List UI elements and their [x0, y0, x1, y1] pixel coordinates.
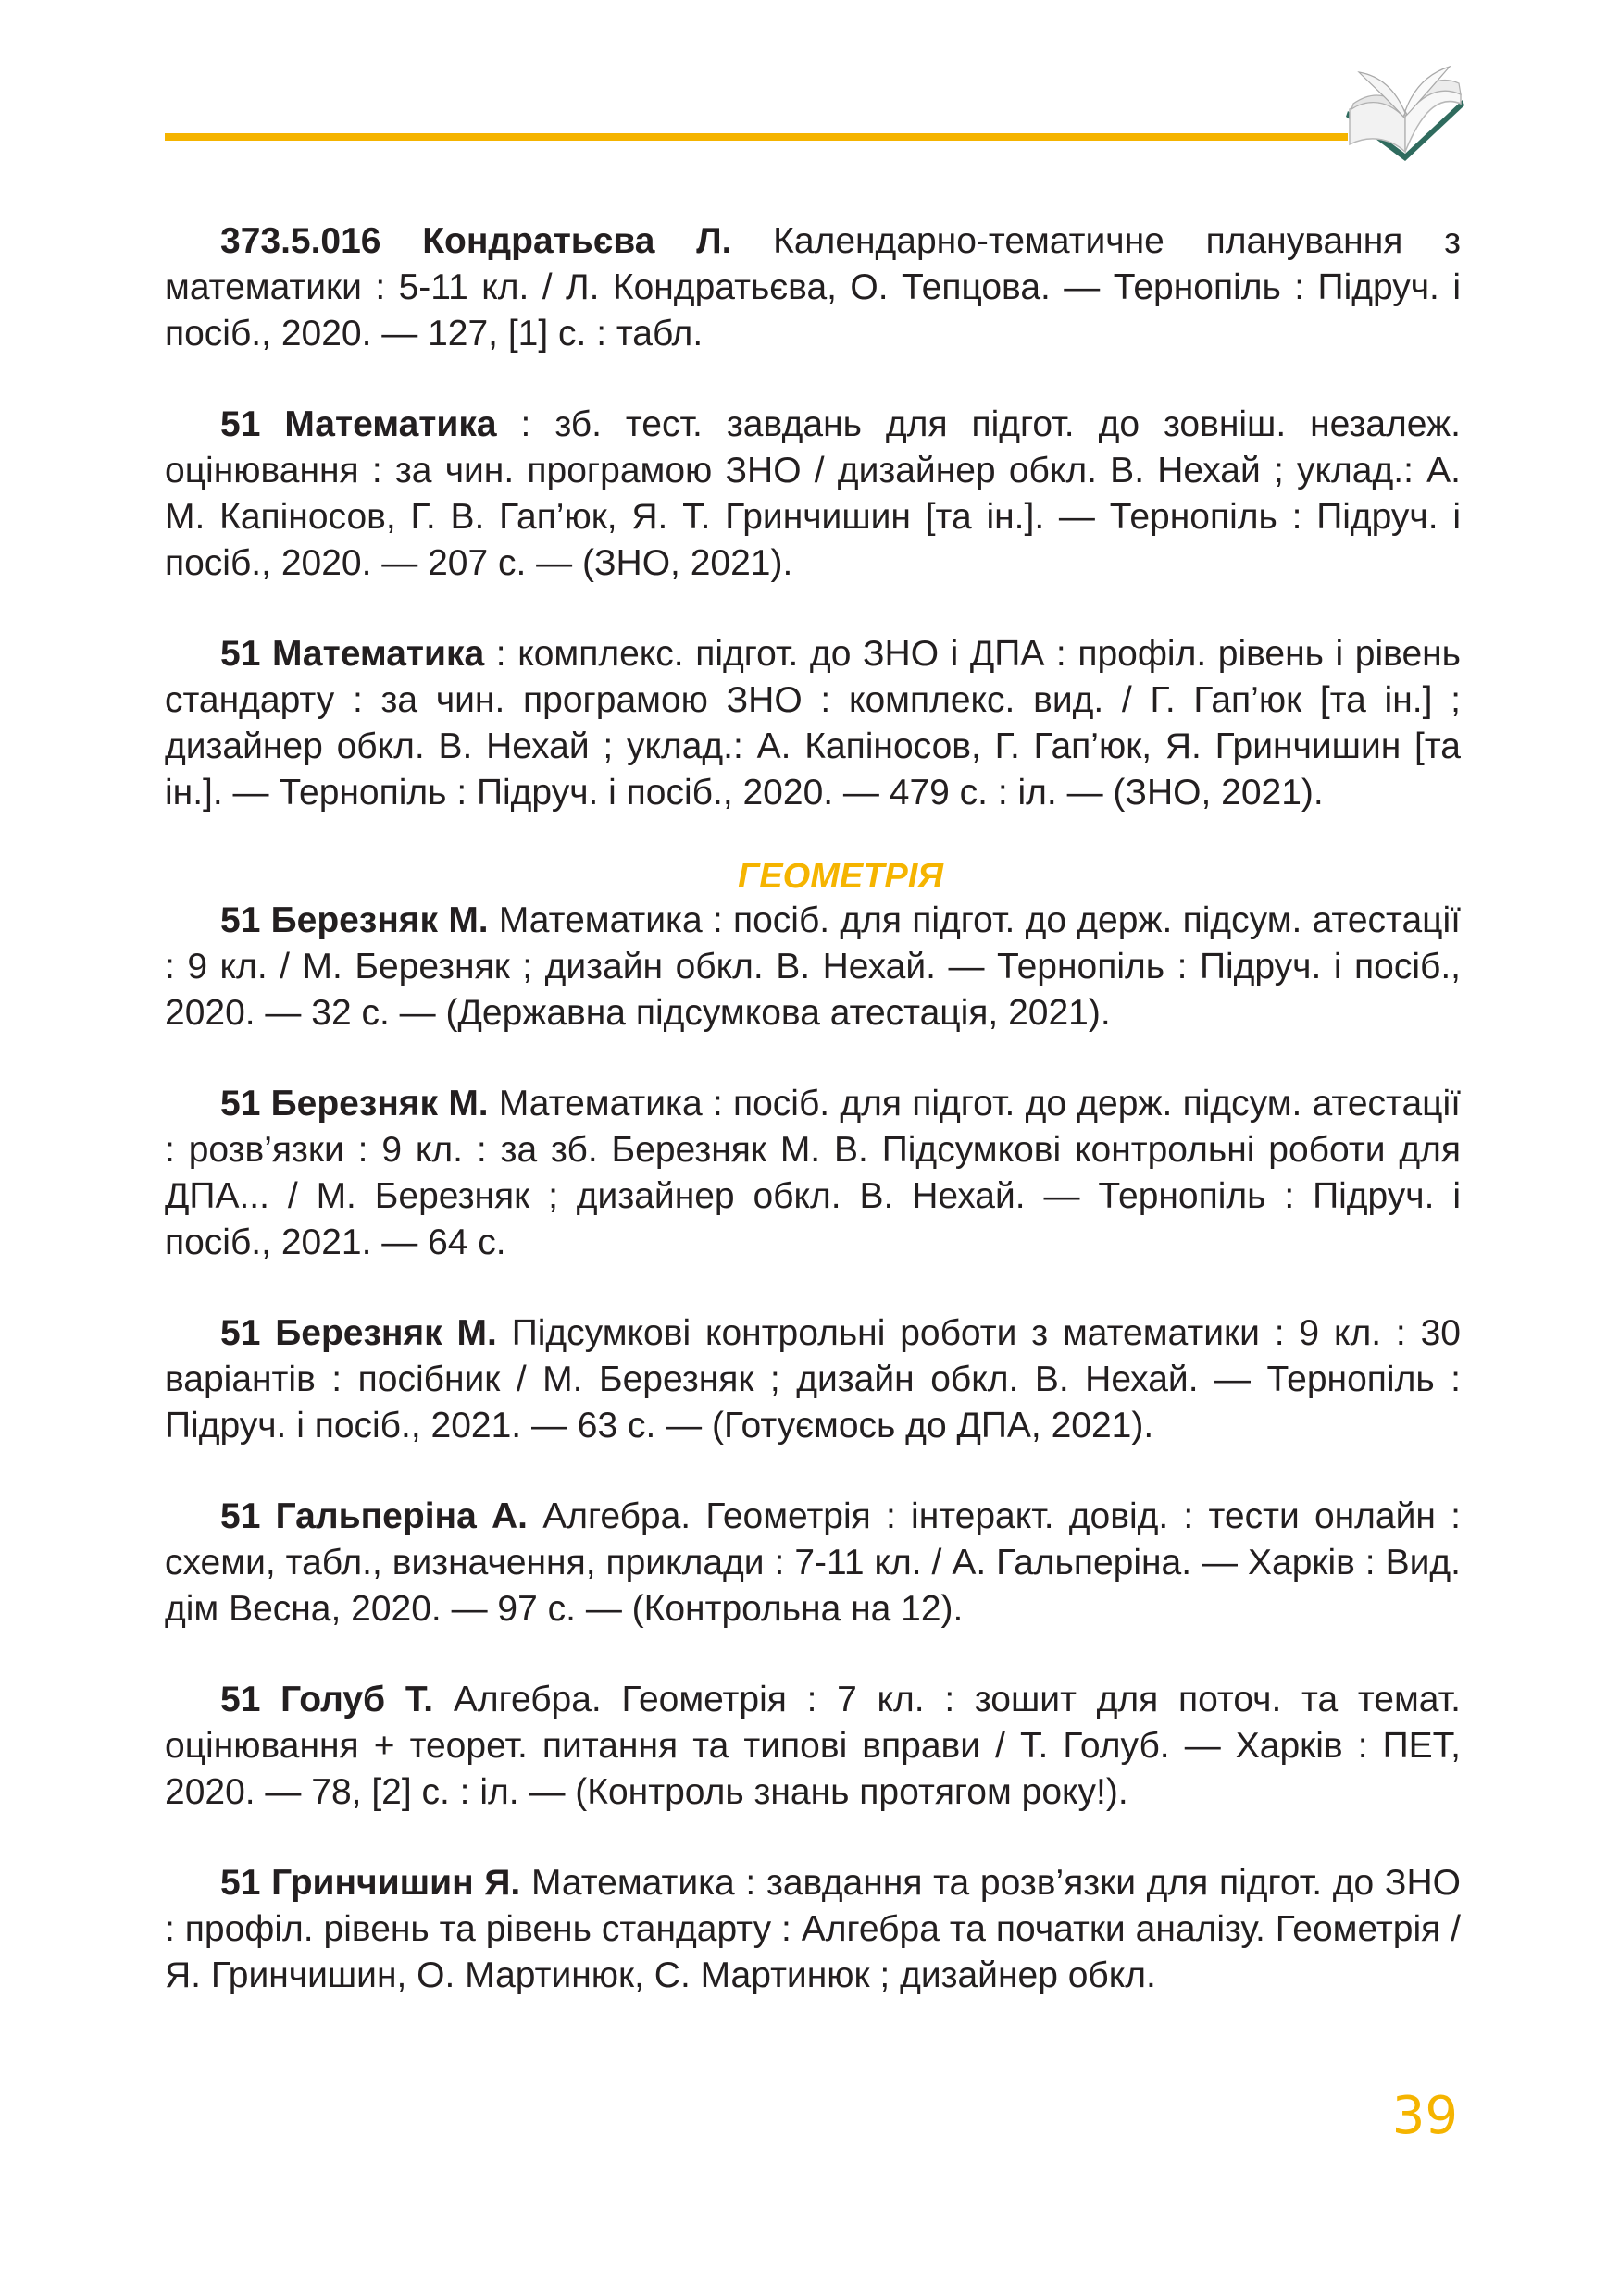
- entry-heading: 51 Математика: [220, 404, 497, 444]
- entry-description: Математика : посіб. для підгот. до держ. підсум. атестації : 9 кл. / М. Березняк ; дизайн обкл. В. Нехай. — Тернопіль : Підруч. і посіб., 2020. — 32 с. — (Державна підсумкова атестація, 2021).: [165, 900, 1461, 1033]
- entry-heading: 51 Гринчишин Я.: [220, 1863, 521, 1903]
- entry-heading: 51 Березняк М.: [220, 1313, 497, 1353]
- bibliography-entry: [165, 1494, 1461, 1632]
- bibliography-content: [165, 218, 1461, 2043]
- bibliography-entry: [165, 1677, 1461, 1816]
- bibliography-entry: [165, 402, 1461, 587]
- entry-heading: 51 Математика: [220, 634, 485, 674]
- entry-description: Алгебра. Геометрія : 7 кл. : зошит для поточ. та темат. оцінювання + теорет. питання та типові вправи / Т. Голуб. — Харків : ПЕТ, 2020. — 78, [2] с. : іл. — (Контроль знань протягом року!).: [165, 1680, 1461, 1812]
- bibliography-entry: [165, 631, 1461, 816]
- entry-description: Математика : завдання та розв’язки для підгот. до ЗНО : профіл. рівень та рівень стандарту : Алгебра та початки аналізу. Геометрія / Я. Гринчишин, О. Мартинюк, С. Мартинюк ; дизайнер обкл.: [165, 1863, 1461, 1995]
- entry-description: : комплекс. підгот. до ЗНО і ДПА : профіл. рівень і рівень стандарту : за чин. програмою ЗНО : комплекс. вид. / Г. Гап’юк [та ін.] ; дизайнер обкл. В. Нехай ; уклад.: А. Капіносов, Г. Гап’юк, Я. Гринчишин [та ін.]. — Тернопіль : Підруч. і посіб., 2020. — 479 с. : іл. — (ЗНО, 2021).: [165, 634, 1461, 813]
- bibliography-entry: [165, 1081, 1461, 1266]
- entry-description: Підсумкові контрольні роботи з математики : 9 кл. : 30 варіантів : посібник / М. Березняк ; дизайн обкл. В. Нехай. — Тернопіль : Підруч. і посіб., 2021. — 63 с. — (Готуємось до ДПА, 2021).: [165, 1313, 1461, 1446]
- entry-heading: 51 Березняк М.: [220, 900, 489, 940]
- entry-description: Алгебра. Геометрія : інтеракт. довід. : тести онлайн : схеми, табл., визначення, приклади : 7-11 кл. / А. Гальперіна. — Харків : Вид. дім Весна, 2020. — 97 с. — (Контрольна на 12).: [165, 1496, 1461, 1629]
- open-book-icon: [1340, 63, 1470, 167]
- bibliography-entry: [165, 1310, 1461, 1449]
- bibliography-entry: [165, 1860, 1461, 1999]
- entry-heading: 51 Гальперіна А.: [220, 1496, 528, 1536]
- entry-heading: 51 Голуб Т.: [220, 1680, 434, 1719]
- entry-description: Математика : посіб. для підгот. до держ. підсум. атестації : розв’язки : 9 кл. : за зб. Березняк М. В. Підсумкові контрольні роботи для ДПА... / М. Березняк ; дизайнер обкл. В. Нехай. — Тернопіль : Підруч. і посіб., 2021. — 64 с.: [165, 1084, 1461, 1262]
- section-title: ГЕОМЕТРІЯ: [737, 857, 944, 896]
- entry-heading: 51 Березняк М.: [220, 1084, 489, 1123]
- bibliography-entry: [165, 218, 1461, 357]
- entry-heading: 373.5.016 Кондратьєва Л.: [220, 221, 732, 261]
- header-accent-line: [165, 133, 1348, 141]
- page-number: 39: [1391, 2086, 1458, 2146]
- entry-description: : зб. тест. завдань для підгот. до зовніш. незалеж. оцінювання : за чин. програмою ЗНО / дизайнер обкл. В. Нехай ; уклад.: А. М. Капіносов, Г. В. Гап’юк, Я. Т. Гринчишин [та ін.]. — Тернопіль : Підруч. і посіб., 2020. — 207 с. — (ЗНО, 2021).: [165, 404, 1461, 583]
- entry-description: Календарно-тематичне планування з математики : 5-11 кл. / Л. Кондратьєва, О. Тепцова. — Тернопіль : Підруч. і посіб., 2020. — 127, [1] с. : табл.: [165, 221, 1461, 354]
- bibliography-entry: [165, 898, 1461, 1036]
